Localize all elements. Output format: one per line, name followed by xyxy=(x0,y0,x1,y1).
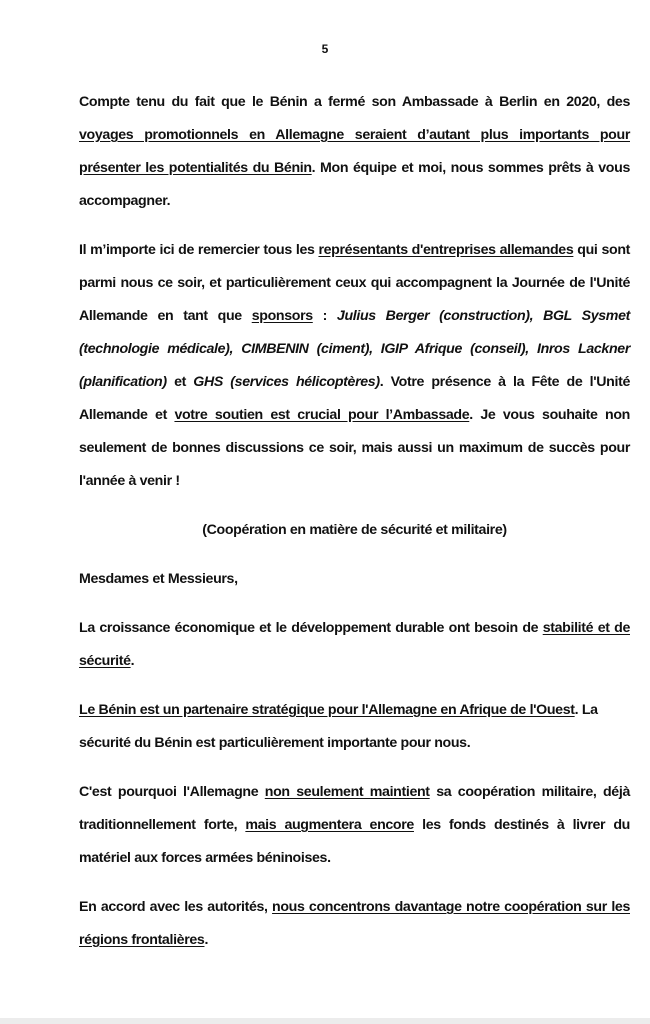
underlined-text: Le Bénin est un partenaire stratégique pour l'Allemagne en Afrique de l'Ouest xyxy=(79,702,575,718)
text-run: Il m’importe ici de remercier tous les xyxy=(79,242,319,258)
paragraph-sponsors xyxy=(79,234,630,498)
text-run: . La sécurité du Bénin est particulièrement importante pour nous. xyxy=(79,702,598,751)
paragraph-border-regions xyxy=(79,891,630,957)
paragraph-embassy-closure xyxy=(79,86,630,218)
text-run: . Votre présence à la Fête de l'Unité Allemande et xyxy=(79,374,630,423)
text-run: les fonds destinés à livrer du matériel aux forces armées béninoises. xyxy=(79,817,630,866)
section-heading: (Coopération en matière de sécurité et militaire) xyxy=(202,522,507,538)
italic-sponsor-list: GHS (services hélicoptères) xyxy=(193,374,380,390)
underlined-text: sponsors xyxy=(251,308,313,324)
underlined-text: stabilité et de sécurité xyxy=(79,620,630,669)
text-run: qui sont parmi nous ce soir, et particulièrement ceux qui accompagnent la Journée de l'Unité Allemande en tant que xyxy=(79,242,631,324)
text-run: . xyxy=(130,653,135,669)
text-run: . Mon équipe et moi, nous sommes prêts à vous accompagner. xyxy=(79,160,630,209)
paragraph-strategic-partner xyxy=(79,694,630,760)
text-run: En accord avec les autorités, xyxy=(79,899,273,915)
text-run: C'est pourquoi l'Allemagne xyxy=(79,784,265,800)
viewer-bottom-edge xyxy=(0,1018,650,1024)
underlined-text: nous concentrons davantage notre coopération sur les régions frontalières xyxy=(79,899,630,948)
text-run: et xyxy=(166,374,194,390)
page-number: 5 xyxy=(321,42,329,56)
underlined-text: non seulement maintient xyxy=(264,784,430,800)
underlined-text: représentants d'entreprises allemandes xyxy=(318,242,574,258)
salutation: Mesdames et Messieurs, xyxy=(79,571,238,587)
underlined-text: voyages promotionnels en Allemagne seraient d’autant plus importants pour présenter les potentialités du Bénin xyxy=(79,127,630,176)
underlined-text: mais augmentera encore xyxy=(245,817,414,833)
text-run: sa coopération militaire, déjà traditionnellement forte, xyxy=(79,784,630,833)
underlined-text: votre soutien est crucial pour l’Ambassade xyxy=(174,407,470,423)
text-run: . Je vous souhaite non seulement de bonnes discussions ce soir, mais aussi un maximum de succès pour l'année à venir ! xyxy=(79,407,630,489)
document-body xyxy=(79,86,630,973)
text-run: La croissance économique et le développement durable ont besoin de xyxy=(79,620,543,636)
paragraph-stability xyxy=(79,612,630,678)
paragraph-military-cooperation xyxy=(79,776,630,875)
text-run: . xyxy=(204,932,209,948)
text-run: Compte tenu du fait que le Bénin a fermé son Ambassade à Berlin en 2020, des xyxy=(79,94,630,110)
text-run: : xyxy=(312,308,337,324)
italic-sponsor-list: Julius Berger (construction), BGL Sysmet (technologie médicale), CIMBENIN (ciment), IGIP Afrique (conseil), Inros Lackner (planification) xyxy=(79,308,630,390)
